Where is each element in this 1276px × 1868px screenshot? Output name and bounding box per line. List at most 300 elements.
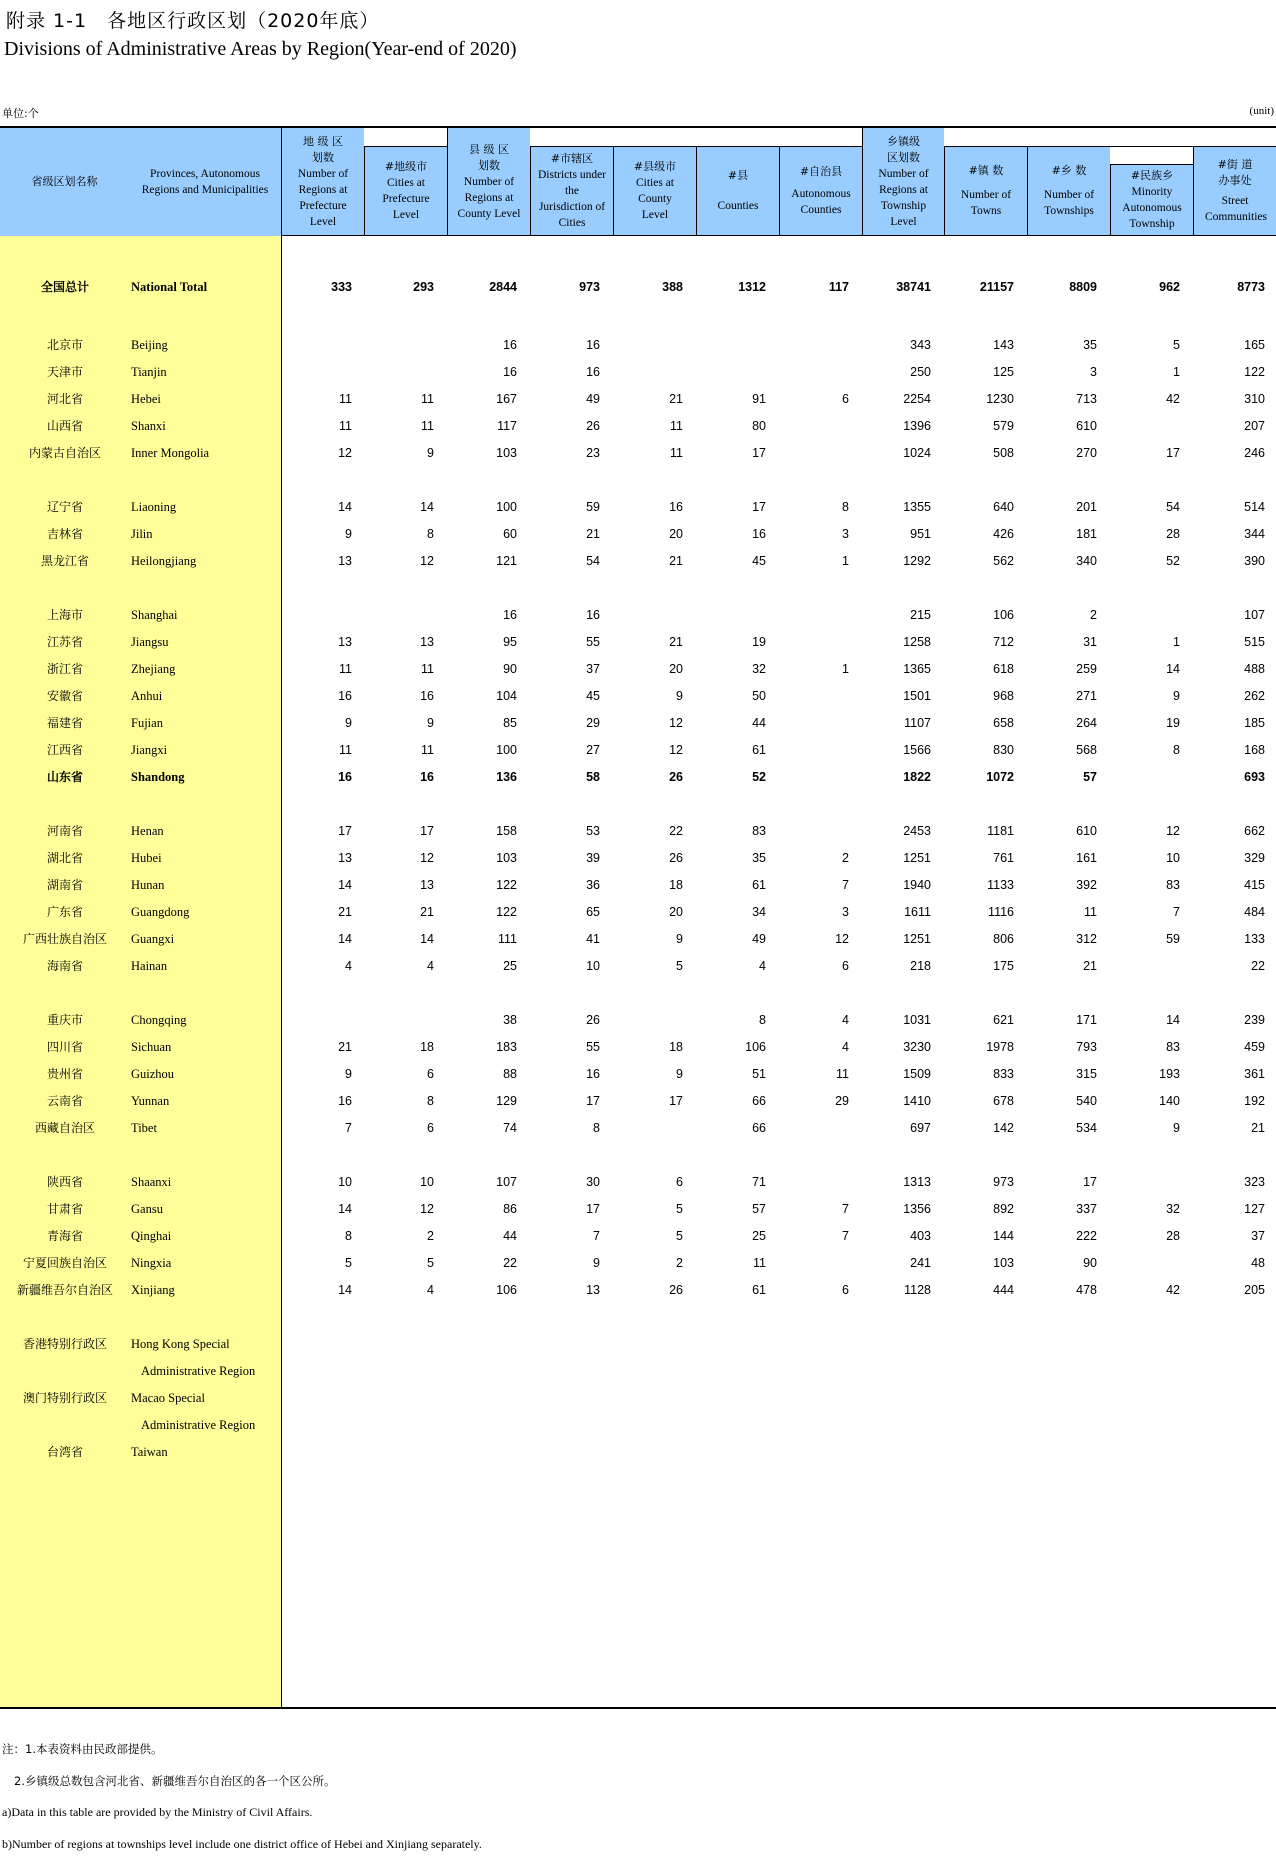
table-cell: 42 — [1166, 1283, 1180, 1297]
table-cell: 9 — [676, 932, 683, 946]
table-cell: 61 — [752, 878, 766, 892]
table-cell: 55 — [586, 635, 600, 649]
table-cell: 201 — [1076, 500, 1097, 514]
table-cell: 562 — [993, 554, 1014, 568]
region-name-en: Gansu — [131, 1202, 163, 1216]
table-cell: 1940 — [903, 878, 931, 892]
header-pref-city: #地级市 Cities at Prefecture Level — [364, 146, 447, 236]
region-name-cn: 吉林省 — [46, 527, 83, 541]
region-name-cn: 湖北省 — [46, 851, 83, 865]
table-cell: 4 — [345, 959, 352, 973]
table-cell: 144 — [993, 1229, 1014, 1243]
table-cell: 30 — [586, 1175, 600, 1189]
table-cell: 13 — [420, 878, 434, 892]
table-cell: 21 — [1083, 959, 1097, 973]
region-name-en: Beijing — [131, 338, 168, 352]
table-cell: 83 — [1166, 1040, 1180, 1054]
region-name-cn: 陕西省 — [46, 1175, 83, 1189]
header-rule — [944, 146, 1276, 147]
table-cell: 16 — [338, 1094, 352, 1108]
header-county: 县 级 区划数 Number of Regions at County Level — [447, 128, 530, 236]
table-cell: 193 — [1159, 1067, 1180, 1081]
table-cell: 250 — [910, 365, 931, 379]
region-name-cn: 海南省 — [46, 959, 83, 973]
table-cell: 37 — [1251, 1229, 1265, 1243]
table-cell: 14 — [1166, 662, 1180, 676]
region-name-en: Administrative Region — [141, 1364, 256, 1378]
table-cell: 310 — [1244, 392, 1265, 406]
table-cell: 5 — [427, 1256, 434, 1270]
table-cell: 444 — [993, 1283, 1014, 1297]
region-name-en: Henan — [131, 824, 164, 838]
table-cell: 1251 — [903, 851, 931, 865]
region-name-en: Anhui — [131, 689, 163, 703]
table-row — [0, 1010, 1276, 1030]
table-cell: 181 — [1076, 527, 1097, 541]
table-cell: 11 — [339, 392, 352, 406]
region-name-en: Xinjiang — [131, 1283, 175, 1297]
table-cell: 49 — [586, 392, 600, 406]
table-cell: 1181 — [987, 824, 1014, 838]
region-name-en: Hebei — [131, 392, 161, 406]
table-cell: 1128 — [904, 1283, 931, 1297]
table-cell: 71 — [752, 1175, 766, 1189]
table-cell: 7 — [1173, 905, 1180, 919]
table-cell: 207 — [1244, 419, 1265, 433]
table-cell: 1313 — [903, 1175, 931, 1189]
table-cell: 106 — [993, 608, 1014, 622]
table-cell: 712 — [993, 635, 1014, 649]
table-cell: 1 — [842, 554, 849, 568]
table-cell: 10 — [420, 1175, 434, 1189]
table-cell: 80 — [752, 419, 766, 433]
table-cell: 83 — [752, 824, 766, 838]
table-cell: 1822 — [903, 770, 931, 784]
table-cell: 218 — [910, 959, 931, 973]
table-cell: 973 — [993, 1175, 1014, 1189]
table-cell: 86 — [503, 1202, 517, 1216]
table-cell: 8809 — [1069, 280, 1097, 294]
table-cell: 426 — [993, 527, 1014, 541]
table-cell: 57 — [752, 1202, 766, 1216]
table-cell: 32 — [1166, 1202, 1180, 1216]
region-name-en: Zhejiang — [131, 662, 176, 676]
table-cell: 171 — [1076, 1013, 1097, 1027]
table-cell: 11 — [836, 1067, 849, 1081]
header-bottom-rule — [281, 235, 1276, 236]
table-cell: 4 — [427, 1283, 434, 1297]
table-cell: 662 — [1244, 824, 1265, 838]
table-cell: 51 — [752, 1067, 766, 1081]
table-cell: 390 — [1244, 554, 1265, 568]
table-cell: 35 — [1083, 338, 1097, 352]
footnote: b)Number of regions at townships level include one district office of Hebei and Xinjiang separately. — [2, 1837, 482, 1851]
table-cell: 26 — [669, 851, 683, 865]
table-cell: 215 — [910, 608, 931, 622]
table-cell: 54 — [586, 554, 600, 568]
table-cell: 478 — [1076, 1283, 1097, 1297]
region-name-cn: 广东省 — [46, 905, 83, 919]
table-cell: 12 — [420, 851, 434, 865]
table-cell: 8 — [427, 1094, 434, 1108]
table-cell: 117 — [828, 280, 849, 294]
table-row — [0, 1037, 1276, 1057]
table-cell: 1501 — [903, 689, 931, 703]
table-cell: 45 — [752, 554, 766, 568]
table-row — [0, 1280, 1276, 1300]
region-name-cn: 青海省 — [46, 1229, 83, 1243]
table-cell: 10 — [338, 1175, 352, 1189]
table-cell: 4 — [842, 1040, 849, 1054]
table-cell: 16 — [586, 365, 600, 379]
table-cell: 333 — [331, 280, 352, 294]
table-cell: 12 — [835, 932, 849, 946]
table-cell: 165 — [1244, 338, 1265, 352]
region-name-en: Fujian — [131, 716, 163, 730]
table-cell: 142 — [993, 1121, 1014, 1135]
table-cell: 16 — [338, 770, 352, 784]
table-cell: 271 — [1076, 689, 1097, 703]
table-cell: 340 — [1076, 554, 1097, 568]
table-cell: 1611 — [904, 905, 931, 919]
table-cell: 8 — [759, 1013, 766, 1027]
table-cell: 14 — [420, 932, 434, 946]
table-row — [0, 335, 1276, 355]
table-cell: 12 — [420, 554, 434, 568]
header-counties: #县 Counties — [696, 146, 779, 236]
table-row — [0, 1064, 1276, 1084]
region-name-cn: 辽宁省 — [46, 500, 83, 514]
table-cell: 388 — [662, 280, 683, 294]
table-cell: 25 — [503, 959, 517, 973]
table-row — [0, 767, 1276, 787]
table-cell: 16 — [503, 608, 517, 622]
table-cell: 713 — [1076, 392, 1097, 406]
table-cell: 158 — [496, 824, 517, 838]
table-cell: 361 — [1244, 1067, 1265, 1081]
table-cell: 9 — [427, 446, 434, 460]
table-cell: 50 — [752, 689, 766, 703]
table-cell: 122 — [496, 878, 517, 892]
table-cell: 329 — [1244, 851, 1265, 865]
table-cell: 1 — [1173, 365, 1180, 379]
table-cell: 13 — [338, 635, 352, 649]
table-cell: 16 — [338, 689, 352, 703]
table-cell: 27 — [586, 743, 600, 757]
region-name-en: Macao Special — [131, 1391, 205, 1405]
table-cell: 8 — [842, 500, 849, 514]
table-cell: 12 — [1166, 824, 1180, 838]
table-cell: 9 — [593, 1256, 600, 1270]
table-cell: 1509 — [903, 1067, 931, 1081]
table-cell: 7 — [593, 1229, 600, 1243]
table-cell: 11 — [421, 743, 434, 757]
table-cell: 125 — [993, 365, 1014, 379]
table-cell: 11 — [670, 446, 683, 460]
table-cell: 14 — [338, 1283, 352, 1297]
table-cell: 122 — [1244, 365, 1265, 379]
table-cell: 8773 — [1237, 280, 1265, 294]
table-cell: 60 — [503, 527, 517, 541]
table-row — [0, 362, 1276, 382]
table-cell: 183 — [496, 1040, 517, 1054]
table-cell: 9 — [676, 689, 683, 703]
table-cell: 18 — [669, 1040, 683, 1054]
table-cell: 17 — [420, 824, 434, 838]
table-cell: 25 — [752, 1229, 766, 1243]
table-cell: 100 — [496, 743, 517, 757]
table-row — [0, 659, 1276, 679]
table-cell: 18 — [420, 1040, 434, 1054]
header-rule — [364, 146, 447, 147]
table-cell: 21 — [1251, 1121, 1265, 1135]
table-cell: 122 — [496, 905, 517, 919]
region-name-cn: 西藏自治区 — [34, 1121, 95, 1135]
table-cell: 1230 — [986, 392, 1014, 406]
table-cell: 17 — [1166, 446, 1180, 460]
table-row — [0, 1199, 1276, 1219]
table-row — [0, 875, 1276, 895]
table-cell: 34 — [752, 905, 766, 919]
table-cell: 65 — [586, 905, 600, 919]
table-cell: 12 — [669, 743, 683, 757]
unit-label-en: (unit) — [1249, 105, 1274, 117]
table-row — [0, 1172, 1276, 1192]
table-row — [0, 902, 1276, 922]
region-name-en: Administrative Region — [141, 1418, 256, 1432]
region-name-cn: 湖南省 — [46, 878, 83, 892]
region-name-cn: 广西壮族自治区 — [22, 932, 107, 946]
table-cell: 18 — [669, 878, 683, 892]
region-name-cn: 重庆市 — [46, 1013, 83, 1027]
table-cell: 415 — [1244, 878, 1265, 892]
table-cell: 11 — [421, 662, 434, 676]
region-name-en: Yunnan — [131, 1094, 170, 1108]
table-cell: 833 — [993, 1067, 1014, 1081]
table-cell: 259 — [1076, 662, 1097, 676]
table-cell: 830 — [993, 743, 1014, 757]
table-cell: 9 — [345, 716, 352, 730]
table-cell: 20 — [669, 905, 683, 919]
region-name-en: Hong Kong Special — [131, 1337, 230, 1351]
table-cell: 14 — [1166, 1013, 1180, 1027]
table-cell: 262 — [1244, 689, 1265, 703]
table-cell: 315 — [1076, 1067, 1097, 1081]
table-cell: 7 — [842, 1202, 849, 1216]
table-cell: 90 — [1083, 1256, 1097, 1270]
table-cell: 66 — [752, 1094, 766, 1108]
table-row — [0, 1415, 1276, 1435]
table-cell: 17 — [669, 1094, 683, 1108]
table-row — [0, 277, 1276, 297]
region-name-en: Hainan — [131, 959, 168, 973]
table-cell: 241 — [910, 1256, 931, 1270]
table-cell: 8 — [1173, 743, 1180, 757]
table-cell: 61 — [752, 743, 766, 757]
table-cell: 205 — [1244, 1283, 1265, 1297]
region-name-cn: 福建省 — [46, 716, 83, 730]
table-cell: 293 — [413, 280, 434, 294]
table-cell: 23 — [586, 446, 600, 460]
table-cell: 1356 — [903, 1202, 931, 1216]
table-cell: 106 — [745, 1040, 766, 1054]
header-rule — [530, 146, 862, 147]
table-cell: 621 — [993, 1013, 1014, 1027]
table-row — [0, 1361, 1276, 1381]
region-name-en: Guizhou — [131, 1067, 175, 1081]
table-cell: 344 — [1244, 527, 1265, 541]
table-row — [0, 389, 1276, 409]
region-name-en: Chongqing — [131, 1013, 187, 1027]
table-cell: 11 — [339, 743, 352, 757]
table-cell: 343 — [910, 338, 931, 352]
table-cell: 3230 — [903, 1040, 931, 1054]
table-cell: 45 — [586, 689, 600, 703]
table-cell: 16 — [752, 527, 766, 541]
table-cell: 11 — [339, 662, 352, 676]
table-cell: 968 — [993, 689, 1014, 703]
table-cell: 7 — [345, 1121, 352, 1135]
table-cell: 973 — [579, 280, 600, 294]
region-name-cn: 上海市 — [46, 608, 83, 622]
table-cell: 13 — [420, 635, 434, 649]
region-name-cn: 安徽省 — [46, 689, 83, 703]
table-cell: 9 — [676, 1067, 683, 1081]
table-cell: 9 — [1173, 689, 1180, 703]
table-cell: 127 — [1244, 1202, 1265, 1216]
page-title-cn: 附录 1-1 各地区行政区划（2020年底） — [6, 10, 380, 32]
table-row — [0, 497, 1276, 517]
table-row — [0, 605, 1276, 625]
table-cell: 16 — [420, 689, 434, 703]
table-cell: 640 — [993, 500, 1014, 514]
table-cell: 17 — [1083, 1175, 1097, 1189]
table-cell: 1107 — [904, 716, 931, 730]
table-cell: 4 — [427, 959, 434, 973]
region-name-en: Guangxi — [131, 932, 175, 946]
table-cell: 8 — [427, 527, 434, 541]
table-cell: 22 — [1251, 959, 1265, 973]
table-cell: 37 — [586, 662, 600, 676]
table-cell: 16 — [503, 338, 517, 352]
table-row — [0, 1226, 1276, 1246]
table-cell: 11 — [421, 419, 434, 433]
table-cell: 26 — [586, 419, 600, 433]
table-cell: 14 — [338, 1202, 352, 1216]
table-cell: 14 — [338, 500, 352, 514]
table-row — [0, 632, 1276, 652]
table-cell: 1258 — [903, 635, 931, 649]
table-cell: 9 — [345, 527, 352, 541]
table-cell: 9 — [427, 716, 434, 730]
table-cell: 1355 — [903, 500, 931, 514]
region-name-cn: 台湾省 — [46, 1445, 83, 1459]
table-cell: 91 — [752, 392, 766, 406]
table-cell: 7 — [842, 1229, 849, 1243]
table-cell: 540 — [1076, 1094, 1097, 1108]
table-row — [0, 848, 1276, 868]
table-cell: 104 — [496, 689, 517, 703]
table-cell: 697 — [910, 1121, 931, 1135]
header-district: #市辖区 Districts under the Jurisdiction of Cities — [530, 146, 613, 236]
region-name-cn: 澳门特别行政区 — [22, 1391, 107, 1405]
table-cell: 484 — [1244, 905, 1265, 919]
table-cell: 12 — [338, 446, 352, 460]
table-cell: 1251 — [903, 932, 931, 946]
table-cell: 13 — [338, 554, 352, 568]
region-name-en: Heilongjiang — [131, 554, 197, 568]
table-cell: 1133 — [987, 878, 1014, 892]
table-row — [0, 1442, 1276, 1462]
table-cell: 54 — [1166, 500, 1180, 514]
table-cell: 74 — [503, 1121, 517, 1135]
table-cell: 6 — [427, 1121, 434, 1135]
table-cell: 20 — [669, 662, 683, 676]
header-minority: #民族乡 Minority Autonomous Township — [1110, 164, 1193, 236]
footnote: 2.乡镇级总数包含河北省、新疆维吾尔自治区的各一个区公所。 — [14, 1774, 336, 1788]
table-cell: 48 — [1251, 1256, 1265, 1270]
table-cell: 21 — [586, 527, 600, 541]
table-cell: 10 — [586, 959, 600, 973]
table-cell: 21157 — [979, 280, 1014, 294]
header-street: #街 道 办事处 Street Communities — [1193, 146, 1276, 236]
table-cell: 610 — [1076, 824, 1097, 838]
table-cell: 1031 — [903, 1013, 931, 1027]
region-name-en: Jiangsu — [131, 635, 169, 649]
table-cell: 52 — [1166, 554, 1180, 568]
table-row — [0, 740, 1276, 760]
region-name-cn: 河北省 — [46, 392, 83, 406]
table-cell: 35 — [752, 851, 766, 865]
region-name-en: Jilin — [131, 527, 153, 541]
table-cell: 28 — [1166, 527, 1180, 541]
table-cell: 1396 — [903, 419, 931, 433]
table-cell: 610 — [1076, 419, 1097, 433]
table-cell: 29 — [586, 716, 600, 730]
table-cell: 2 — [427, 1229, 434, 1243]
region-name-en: Liaoning — [131, 500, 177, 514]
region-name-en: Inner Mongolia — [131, 446, 210, 460]
table-cell: 129 — [496, 1094, 517, 1108]
table-cell: 121 — [496, 554, 517, 568]
region-name-cn: 北京市 — [46, 338, 83, 352]
table-cell: 1116 — [988, 905, 1014, 919]
table-cell: 2 — [676, 1256, 683, 1270]
table-cell: 59 — [1166, 932, 1180, 946]
table-cell: 103 — [496, 851, 517, 865]
table-cell: 392 — [1076, 878, 1097, 892]
table-cell: 42 — [1166, 392, 1180, 406]
table-cell: 14 — [420, 500, 434, 514]
table-row — [0, 416, 1276, 436]
region-name-cn: 浙江省 — [46, 662, 83, 676]
table-cell: 5 — [676, 1202, 683, 1216]
table-cell: 1292 — [903, 554, 931, 568]
region-name-cn: 河南省 — [46, 824, 83, 838]
table-cell: 31 — [1083, 635, 1097, 649]
table-cell: 44 — [503, 1229, 517, 1243]
table-cell: 9 — [1173, 1121, 1180, 1135]
table-cell: 514 — [1244, 500, 1265, 514]
table-cell: 14 — [338, 932, 352, 946]
header-townships: #乡 数 Number of Townships — [1027, 146, 1110, 236]
table-cell: 579 — [993, 419, 1014, 433]
header-region-en: Provinces, Autonomous Regions and Municipalities — [129, 128, 281, 236]
table-cell: 515 — [1244, 635, 1265, 649]
table-cell: 21 — [420, 905, 434, 919]
region-name-en: Tibet — [131, 1121, 157, 1135]
header-pref: 地 级 区划数 Number of Regions at Prefecture Level — [281, 128, 364, 236]
